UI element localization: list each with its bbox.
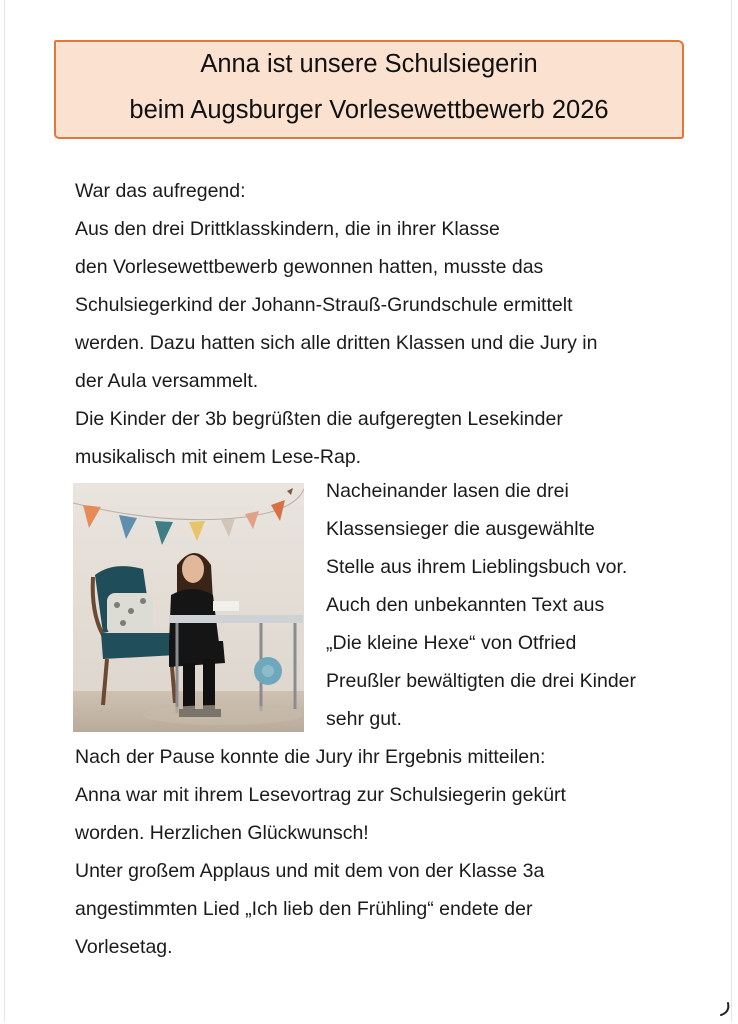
text-line: den Vorlesewettbewerb gewonnen hatten, musste das xyxy=(75,256,544,278)
text-line: Stelle aus ihrem Lieblingsbuch vor. xyxy=(326,556,628,578)
text-line: Die Kinder der 3b begrüßten die aufgeregten Lesekinder xyxy=(75,408,563,430)
text-line: Nacheinander lasen die drei xyxy=(326,480,569,502)
closing-paragraph xyxy=(75,738,715,966)
text-line: worden. Herzlichen Glückwunsch! xyxy=(75,822,369,844)
text-line: Klassensieger die ausgewählte xyxy=(326,518,595,540)
text-line: Unter großem Applaus und mit dem von der Klasse 3a xyxy=(75,860,545,882)
text-line: „Die kleine Hexe“ von Otfried xyxy=(326,632,577,654)
text-line: angestimmten Lied „Ich lieb den Frühling“ endete der xyxy=(75,898,533,920)
text-line: War das aufregend: xyxy=(75,180,246,202)
text-line: Vorlesetag. xyxy=(75,936,173,958)
text-line: Schulsiegerkind der Johann-Strauß-Grundschule ermittelt xyxy=(75,294,573,316)
side-paragraph xyxy=(326,472,706,738)
text-line: der Aula versammelt. xyxy=(75,370,259,392)
text-line: Auch den unbekannten Text aus xyxy=(326,594,605,616)
intro-paragraph xyxy=(75,172,695,476)
text-line: musikalisch mit einem Lese-Rap. xyxy=(75,446,362,468)
text-line: Nach der Pause konnte die Jury ihr Ergebnis mitteilen: xyxy=(75,746,546,768)
title-line-2: beim Augsburger Vorlesewettbewerb 2026 xyxy=(129,96,609,124)
text-line: Aus den drei Drittklasskindern, die in ihrer Klasse xyxy=(75,218,500,240)
reading-photo xyxy=(73,483,304,732)
title-box xyxy=(54,40,684,139)
text-line: Preußler bewältigten die drei Kinder xyxy=(326,670,637,692)
text-line: sehr gut. xyxy=(326,708,402,730)
text-line: Anna war mit ihrem Lesevortrag zur Schulsiegerin gekürt xyxy=(75,784,566,806)
page-curl-icon xyxy=(718,1001,732,1017)
text-line: werden. Dazu hatten sich alle dritten Klassen und die Jury in xyxy=(75,332,598,354)
title-line-1: Anna ist unsere Schulsiegerin xyxy=(200,50,538,78)
